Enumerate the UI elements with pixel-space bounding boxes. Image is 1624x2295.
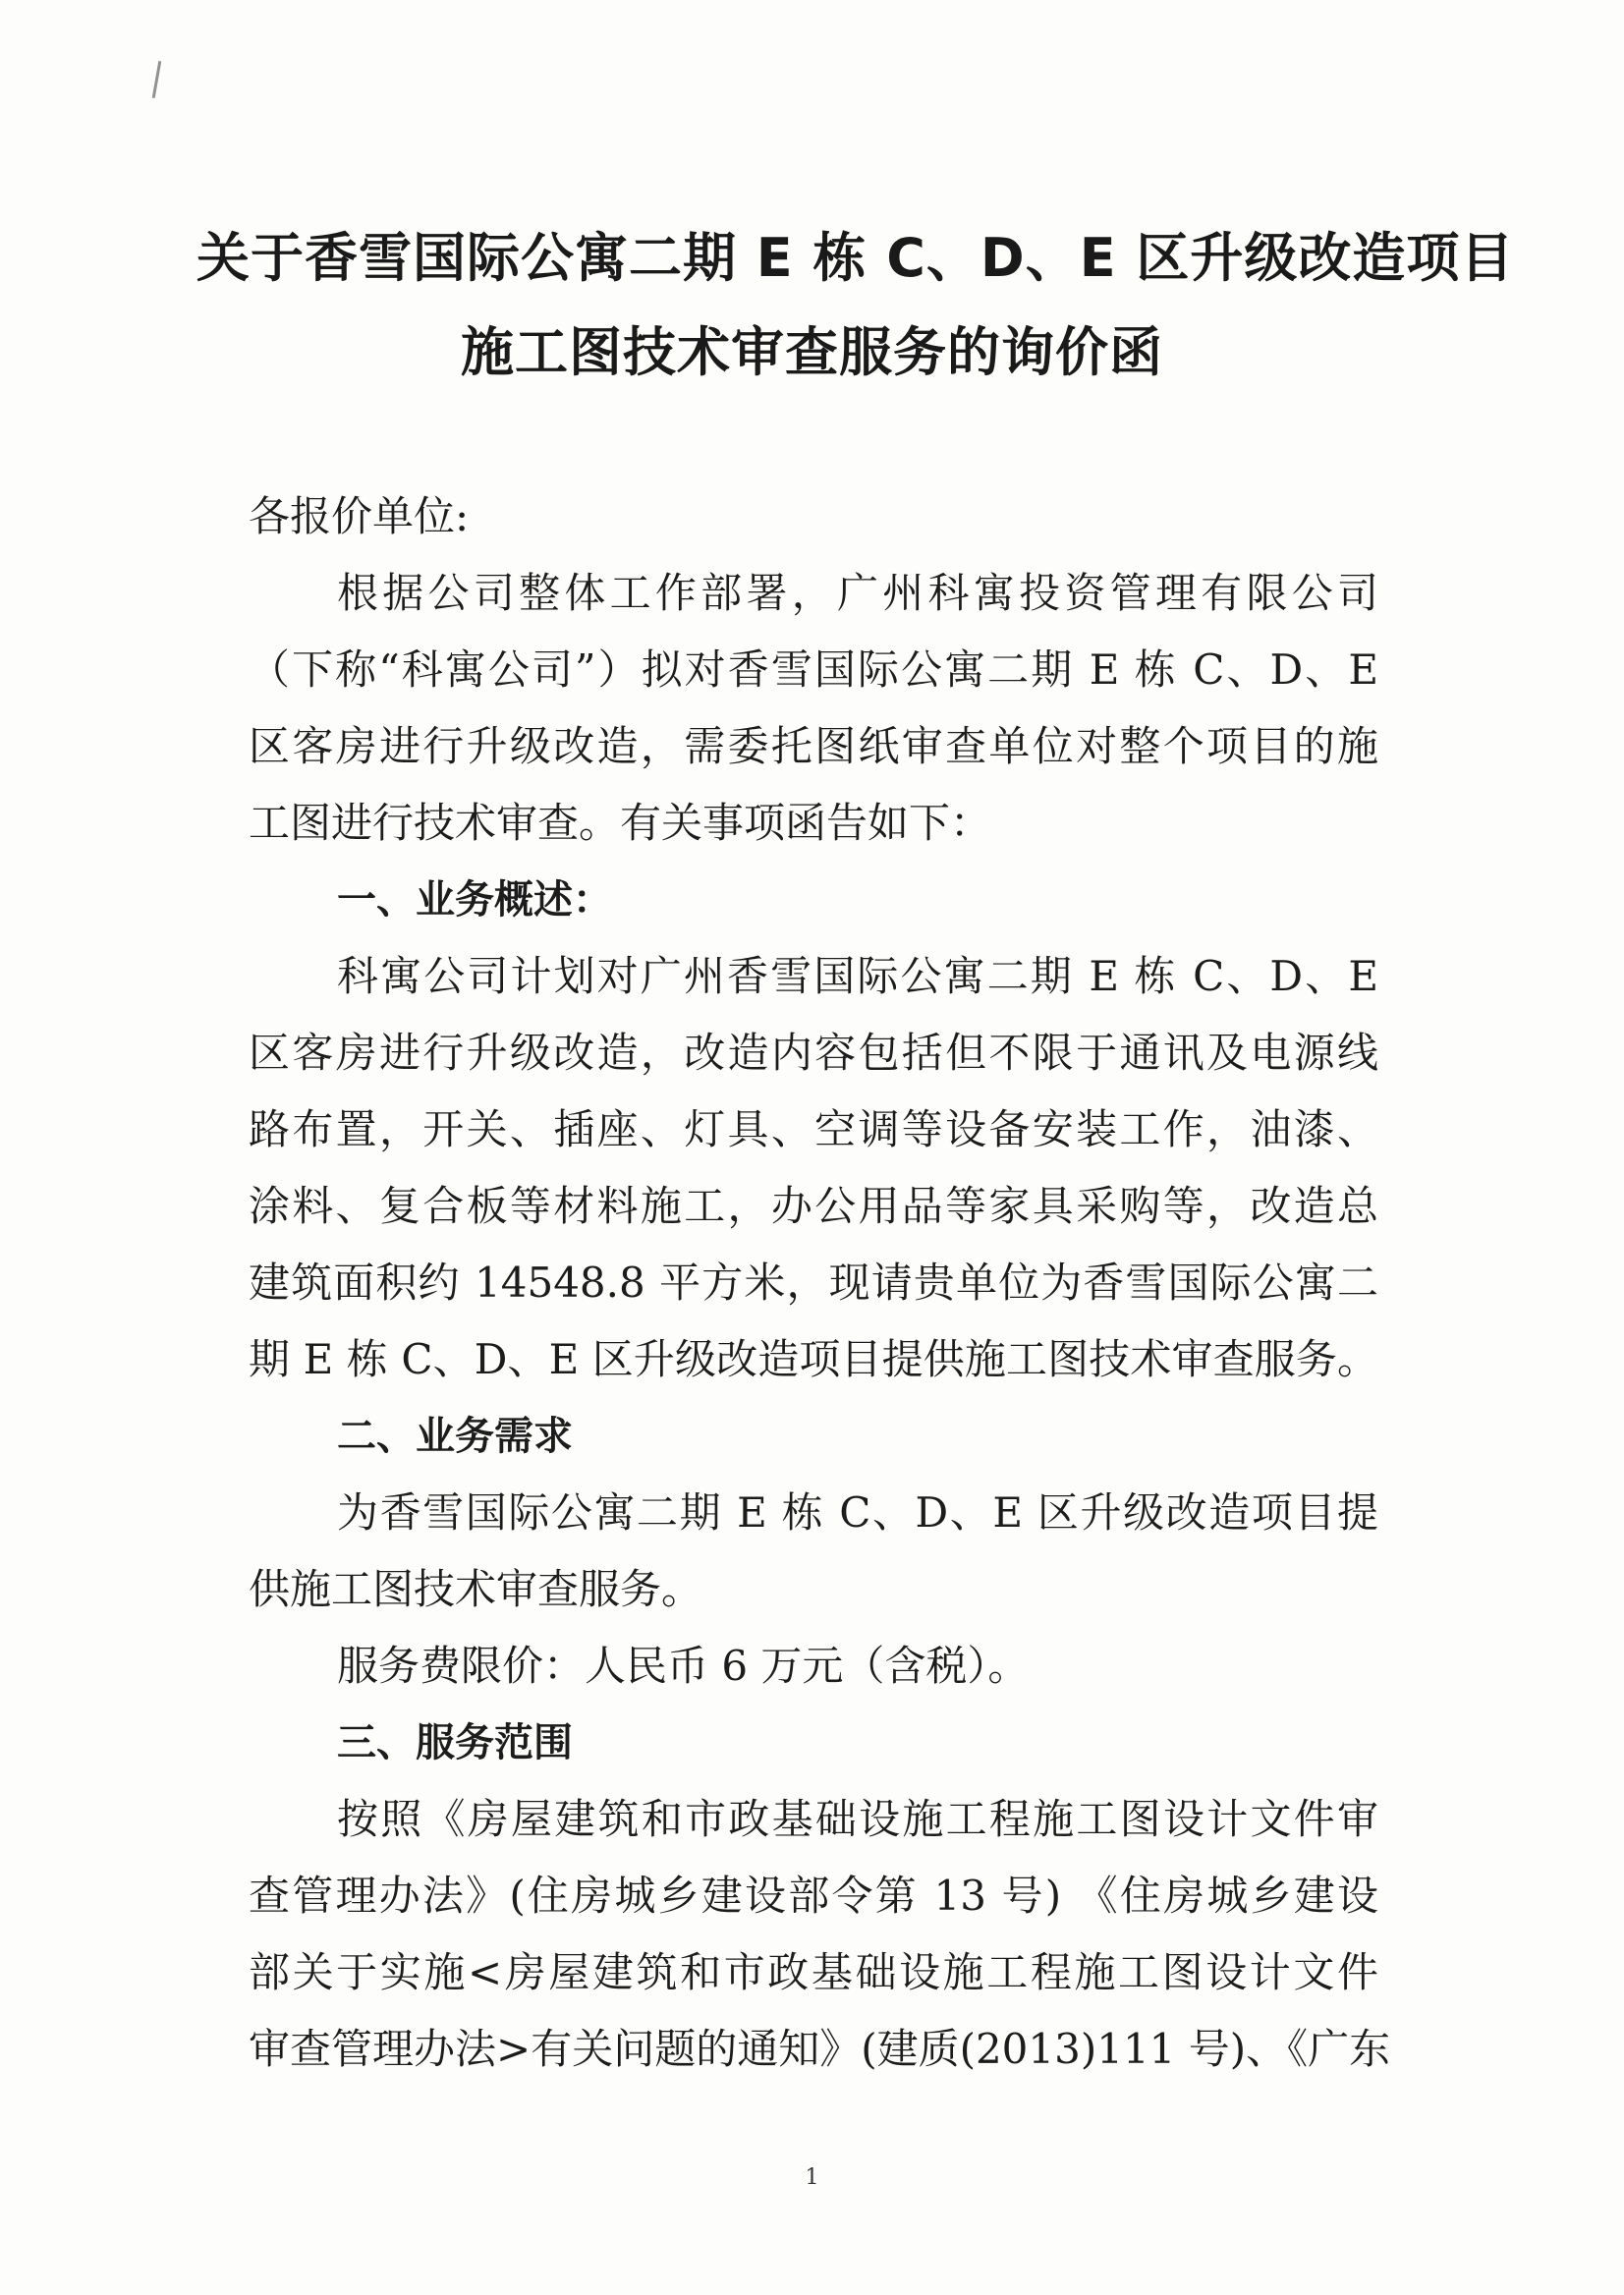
requirements-line: 为香雪国际公寓二期 E 栋 C、D、E 区升级改造项目提: [337, 1488, 1378, 1537]
document-title-line-2: 施工图技术审查服务的询价函: [461, 321, 1163, 383]
scope-line: 审查管理办法>有关问题的通知》(建质(2013)111 号)、《广东: [249, 2025, 1391, 2073]
section-heading-overview: 一、业务概述：: [337, 877, 612, 923]
scope-line: 按照《房屋建筑和市政基础设施工程施工图设计文件审: [337, 1795, 1378, 1843]
section-heading-scope: 三、服务范围: [337, 1720, 573, 1765]
overview-line: 涂料、复合板等材料施工，办公用品等家具采购等，改造总: [249, 1182, 1378, 1230]
overview-line: 区客房进行升级改造，改造内容包括但不限于通讯及电源线: [249, 1029, 1378, 1077]
salutation: 各报价单位:: [249, 492, 470, 540]
overview-line: 科寓公司计划对广州香雪国际公寓二期 E 栋 C、D、E: [337, 952, 1378, 1000]
scope-line: 部关于实施<房屋建筑和市政基础设施工程施工图设计文件: [249, 1948, 1378, 1996]
intro-line: 工图进行技术审查。有关事项函告如下：: [249, 799, 992, 847]
intro-line: 区客房进行升级改造，需委托图纸审查单位对整个项目的施: [249, 722, 1378, 770]
overview-line: 建筑面积约 14548.8 平方米，现请贵单位为香雪国际公寓二: [249, 1259, 1378, 1307]
scan-mark: [152, 61, 162, 98]
document-title-line-1: 关于香雪国际公寓二期 E 栋 C、D、E 区升级改造项目: [196, 227, 1515, 289]
intro-line: 根据公司整体工作部署，广州科寓投资管理有限公司: [337, 569, 1378, 617]
overview-line: 期 E 栋 C、D、E 区升级改造项目提供施工图技术审查服务。: [249, 1335, 1378, 1383]
intro-line: （下称“科寓公司”）拟对香雪国际公寓二期 E 栋 C、D、E: [249, 645, 1378, 694]
scope-line: 查管理办法》(住房城乡建设部令第 13 号) 《住房城乡建设: [249, 1872, 1378, 1920]
page-number: 1: [805, 2165, 819, 2190]
section-heading-requirements: 二、业务需求: [337, 1414, 573, 1459]
overview-line: 路布置，开关、插座、灯具、空调等设备安装工作，油漆、: [249, 1105, 1378, 1153]
requirements-line: 供施工图技术审查服务。: [249, 1565, 703, 1613]
fee-limit-line: 服务费限价：人民币 6 万元（含税）。: [337, 1642, 1030, 1690]
